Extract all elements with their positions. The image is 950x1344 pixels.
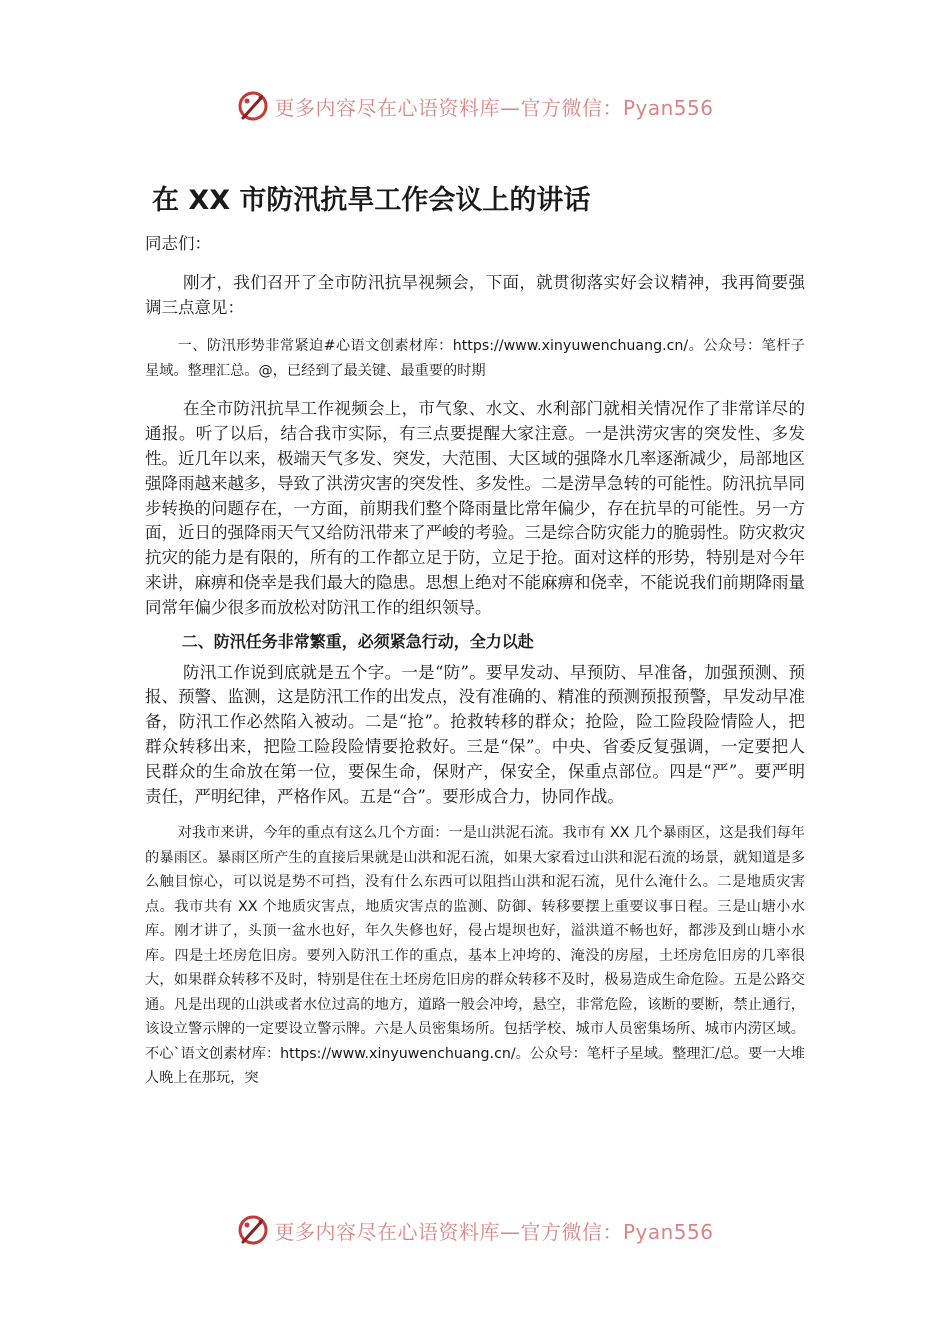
pen-circle-logo-icon bbox=[236, 1213, 270, 1247]
section-heading-1: 一、防汛形势非常紧迫#心语文创素材库：https://www.xinyuwenchuang.cn/。公众号：笔杆子星域。整理汇总。@，已经到了最关键、最重要的时期 bbox=[145, 338, 805, 379]
intro-paragraph: 刚才，我们召开了全市防汛抗旱视频会，下面，就贯彻落实好会议精神，我再简要强调三点意见： bbox=[145, 272, 805, 317]
watermark-footer bbox=[0, 1210, 950, 1250]
watermark-header bbox=[0, 86, 950, 126]
body-paragraph-2: 防汛工作说到底就是五个字。一是“防”。要早发动、早预防、早准备，加强预测、预报、预警、监测，这是防汛工作的出发点，没有准确的、精准的预测预报预警，早发动早准备，防汛工作必然陷入被动。二是“抢”。抢救转移的群众；抢险，险工险段险情险人，把群众转移出来，把险工险段险情要抢救好。三是“保”。中央、省委反复强调，一定要把人民群众的生命放在第一位，要保生命，保财产，保安全，保重点部位。四是“严”。要严明责任，严明纪律，严格作风。五是“合”。要形成合力，协同作战。 bbox=[145, 662, 805, 806]
section-heading-2: 二、防汛任务非常繁重，必须紧急行动，全力以赴 bbox=[181, 631, 534, 651]
salutation: 同志们： bbox=[145, 234, 211, 253]
document-title: 在 XX 市防汛抗旱工作会议上的讲话 bbox=[152, 185, 591, 216]
watermark-text: 更多内容尽在心语资料库—官方微信：Pyan556 bbox=[274, 95, 714, 120]
pen-circle-logo-icon bbox=[236, 89, 270, 123]
body-paragraph-3: 对我市来讲，今年的重点有这么几个方面：一是山洪泥石流。我市有 XX 几个暴雨区，这是我们每年的暴雨区。暴雨区所产生的直接后果就是山洪和泥石流，如果大家看过山洪和泥石流的场景，就知道是多么触目惊心，可以说是势不可挡，没有什么东西可以阻挡山洪和泥石流，见什么淹什么。二是地质灾害点。我市共有 XX 个地质灾害点，地质灾害点的监测、防御、转移要摆上重要议事日程。三是山塘小水库。刚才讲了，头顶一盆水也好，年久失修也好，侵占堤坝也好，溢洪道不畅也好，都涉及到山塘小水库。四是土坯房危旧房。要列入防汛工作的重点，基本上冲垮的、淹没的房屋，土坯房危旧房的几率很大，如果群众转移不及时，特别是住在土坯房危旧房的群众转移不及时，极易造成生命危险。五是公路交通。凡是出现的山洪或者水位过高的地方，道路一般会冲垮，悬空，非常危险，该断的要断，禁止通行，该设立警示牌的一定要设立警示牌。六是人员密集场所。包括学校、城市人员密集场所、城市内涝区域。不心`语文创素材库：https://www.xinyuwenchuang.cn/。公众号：笔杆子星域。整理汇/总。要一大堆人晚上在那玩，突 bbox=[145, 825, 805, 1087]
watermark-text: 更多内容尽在心语资料库—官方微信：Pyan556 bbox=[274, 1219, 714, 1244]
document-body bbox=[145, 232, 805, 1091]
body-paragraph-1: 在全市防汛抗旱工作视频会上，市气象、水文、水利部门就相关情况作了非常详尽的通报。听了以后，结合我市实际，有三点要提醒大家注意。一是洪涝灾害的突发性、多发性。近几年以来，极端天气多发、突发，大范围、大区域的强降水几率逐渐减少，局部地区强降雨越来越多，导致了洪涝灾害的突发性、多发性。二是涝旱急转的可能性。防汛抗旱同步转换的问题存在，一方面，前期我们整个降雨量比常年偏少，存在抗旱的可能性。另一方面，近日的强降雨天气又给防汛带来了严峻的考验。三是综合防灾能力的脆弱性。防灾救灾抗灾的能力是有限的，所有的工作都立足于防，立足于抢。面对这样的形势，特别是对今年来讲，麻痹和侥幸是我们最大的隐患。思想上绝对不能麻痹和侥幸，不能说我们前期降雨量同常年偏少很多而放松对防汛工作的组织领导。 bbox=[145, 399, 805, 617]
